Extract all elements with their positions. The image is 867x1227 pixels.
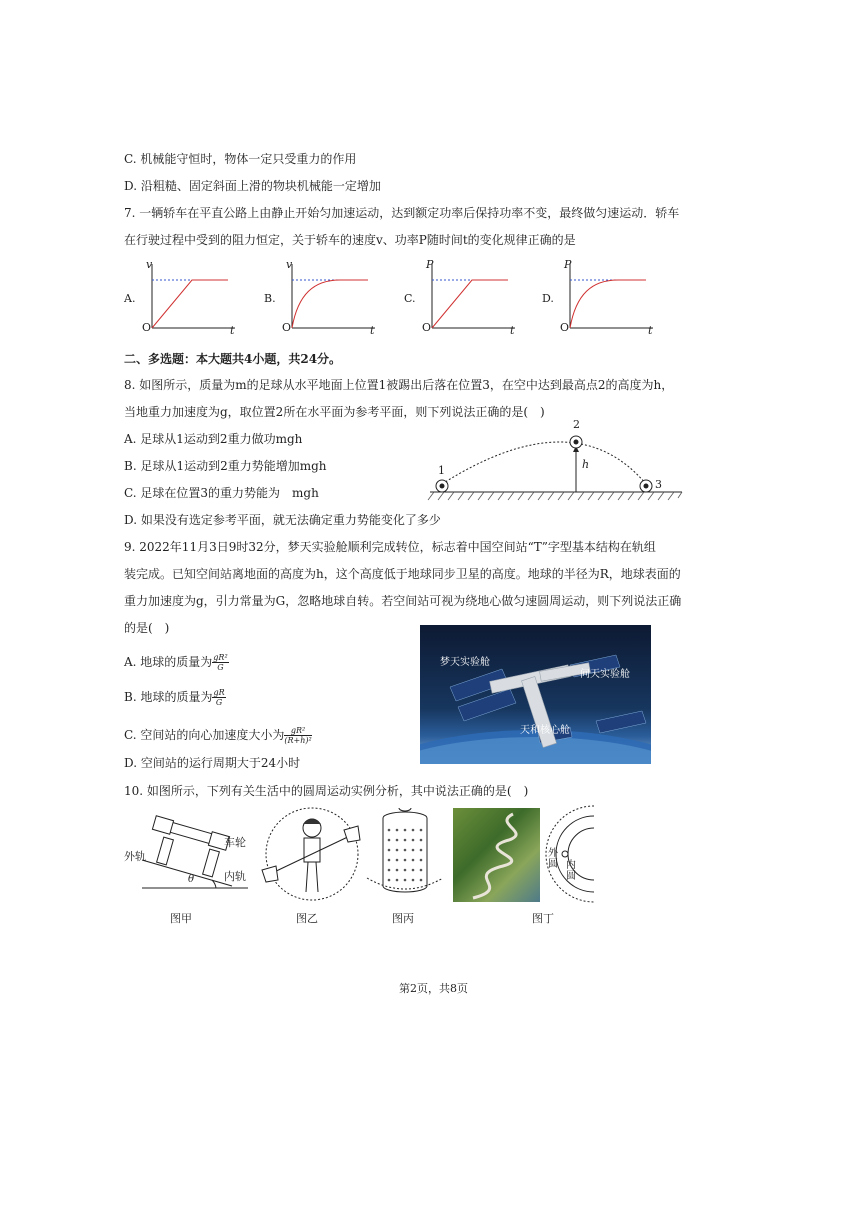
graph-c-yaxis: P [426,258,434,271]
q8-option-a: A. 足球从1运动到2重力做功mgh [124,432,303,446]
graph-d-yaxis: P [564,258,572,271]
tianhe-label: 天和核心舱 [520,725,570,736]
ball-1-icon [436,480,448,492]
q8-projectile-figure [420,418,690,504]
graph-c-origin: O [422,321,432,334]
fig-yi-caption: 图乙 [296,912,318,925]
q8-stem-line2: 当地重力加速度为g，取位置2所在水平面为参考平面，则下列说法正确的是( ) [124,405,545,419]
position-2-label: 2 [573,418,580,431]
fig-ding-caption: 图丁 [532,912,554,925]
q9-stem-line4: 的是( ) [124,621,170,635]
fig-ding-mountain-road-photo [453,808,540,902]
position-1-label: 1 [438,464,445,477]
inner-rail-label: 内轨 [224,870,246,883]
q9-option-a: A. 地球的质量为 $\frac{\text{gR²}}{G}$ [124,653,228,672]
q7-graphs [124,258,653,338]
q7-stem-line2: 在行驶过程中受到的阻力恒定，关于轿车的速度v、功率P随时间t的变化规律正确的是 [124,233,576,247]
q8-option-c: C. 足球在位置3的重力势能为 mgh [124,486,319,500]
theta-label: θ [188,874,195,885]
section-heading: 二、多选题：本大题共4小题，共24分。 [124,352,342,366]
outer-circle-label: 外圆 [548,848,558,870]
q6-option-d: D. 沿粗糙、固定斜面上滑的物块机械能一定增加 [124,179,381,193]
graph-c-xaxis: t [510,324,515,337]
q9-option-d: D. 空间站的运行周期大于24小时 [124,756,301,770]
graph-b-label: B. [264,292,276,305]
position-3-label: 3 [655,478,662,491]
q7-stem-line1: 7. 一辆轿车在平直公路上由静止开始匀加速运动，达到额定功率后保持功率不变，最终做匀速运动．轿车 [124,206,680,220]
graph-d-label: D. [542,292,554,305]
wheel-label: 车轮 [224,836,246,849]
mengtian-label: 梦天实验舱 [440,657,490,668]
fig-bing-spin-drum [365,804,445,904]
q8-stem-line1: 8. 如图所示，质量为m的足球从水平地面上位置1被踢出后落在位置3，在空中达到最高点2的高度为h， [124,378,674,392]
q9-stem-line2: 装完成。已知空间站离地面的高度为h，这个高度低于地球同步卫星的高度。地球的半径为R，地球表面的 [124,567,681,581]
graph-d [558,258,658,336]
graph-d-xaxis: t [648,324,653,337]
graph-b-xaxis: t [370,324,375,337]
q8-option-d: D. 如果没有选定参考平面，就无法确定重力势能变化了多少 [124,513,441,527]
q9-option-c: C. 空间站的向心加速度大小为 $\frac{\text{gR²}}{\text{(R+h)²}}$ [124,726,312,745]
graph-c [420,258,520,336]
graph-b-origin: O [282,321,292,334]
graph-a-xaxis: t [230,324,235,337]
height-label: h [582,458,590,471]
page-footer: 第2页，共8页 [399,982,468,995]
q9-stem-line1: 9. 2022年11月3日9时32分，梦天实验舱顺利完成转位，标志着中国空间站“T”字型基本结构在轨组 [124,540,656,554]
graph-a-origin: O [142,321,152,334]
graph-d-origin: O [560,321,570,334]
q10-figures [120,804,600,926]
outer-rail-label: 外轨 [124,850,146,863]
inner-circle-label: 内圆 [566,860,576,882]
q8-option-b: B. 足球从1运动到2重力势能增加mgh [124,459,327,473]
space-station-photo [420,625,651,764]
fig-jia-caption: 图甲 [170,912,192,925]
graph-a-label: A. [124,292,136,305]
option-b-fraction: $\frac{gR}{G}$ [213,688,225,707]
q10-stem: 10. 如图所示，下列有关生活中的圆周运动实例分析，其中说法正确的是( ) [124,784,529,798]
option-c-fraction: $\frac{\text{gR²}}{\text{(R+h)²}}$ [284,726,312,745]
ball-2-icon [570,436,582,448]
ball-3-icon [640,480,652,492]
q9-stem-line3: 重力加速度为g，引力常量为G，忽略地球自转。若空间站可视为绕地心做匀速圆周运动，则下列说法正确 [124,594,682,608]
graph-b-yaxis: v [286,258,293,271]
graph-a [140,258,240,336]
q6-option-c: C. 机械能守恒时，物体一定只受重力的作用 [124,152,357,166]
wentian-label: 问天实验舱 [580,669,630,680]
fig-yi-person-swinging [258,804,368,904]
graph-b [280,258,380,336]
q9-option-b: B. 地球的质量为 $\frac{gR}{G}$ [124,688,225,707]
option-a-fraction: $\frac{\text{gR²}}{G}$ [213,653,228,672]
graph-a-yaxis: v [146,258,153,271]
fig-bing-caption: 图丙 [392,912,414,925]
graph-c-label: C. [404,292,416,305]
